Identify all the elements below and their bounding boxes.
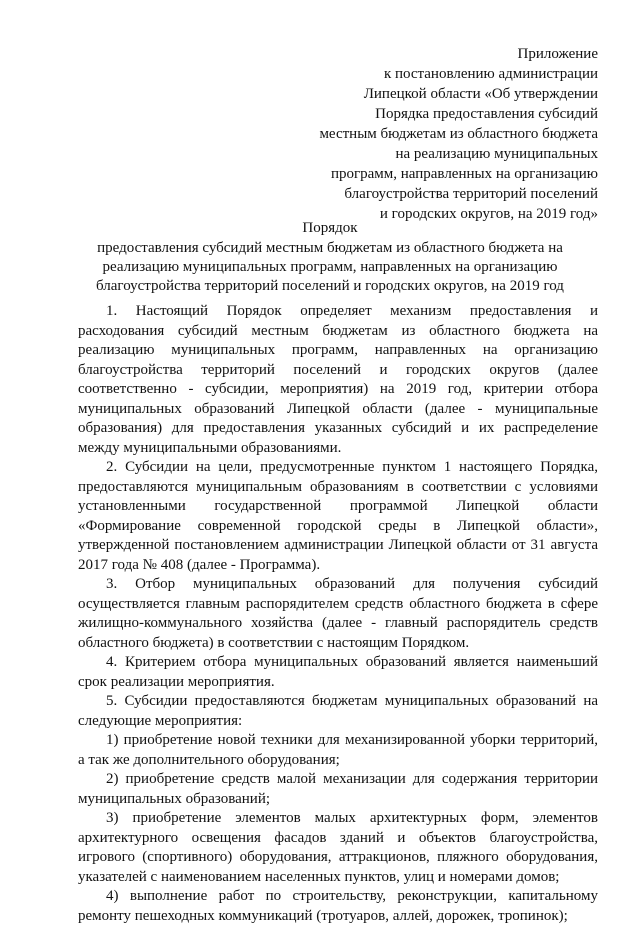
appendix-line: Липецкой области «Об утверждении — [363, 86, 598, 102]
appendix-header — [319, 44, 598, 224]
appendix-line: на реализацию муниципальных — [395, 146, 598, 162]
paragraph-4: 4. Критерием отбора муниципальных образований является наименьший срок реализации мероприятия. — [78, 654, 598, 690]
document-body — [78, 302, 598, 926]
appendix-line: Приложение — [517, 46, 598, 62]
title-line: предоставления субсидий местным бюджетам из областного бюджета на — [97, 240, 563, 256]
document-title — [60, 219, 600, 296]
paragraph-2: 2. Субсидии на цели, предусмотренные пунктом 1 настоящего Порядка, предоставляются муниципальным образованиям в соответствии с условиями установленными государственной программой Липецкой области «Формирование современной городской среды в Липецкой области», утвержденной постановлением администрации Липецкой области от 31 августа 2017 года № 408 (далее - Программа). — [78, 459, 598, 573]
appendix-line: программ, направленных на организацию — [330, 166, 598, 182]
title-line: благоустройства территорий поселений и городских округов, на 2019 год — [96, 278, 564, 294]
paragraph-5: 5. Субсидии предоставляются бюджетам муниципальных образований на следующие мероприятия: — [78, 693, 598, 729]
paragraph-1: 1. Настоящий Порядок определяет механизм предоставления и расходования субсидий местным бюджетам из областного бюджета на реализацию муниципальных программ, направленных на организацию благоустройства территорий поселений и городских округов (далее соответственно - субсидии, мероприятия) на 2019 год, критерии отбора муниципальных образований Липецкой области (далее - муниципальные образования) для предоставления указанных субсидий и их распределение между муниципальными образованиями. — [78, 303, 598, 456]
list-item-1: 1) приобретение новой техники для механизированной уборки территорий, а так же дополнительного оборудования; — [78, 732, 598, 768]
appendix-line: местным бюджетам из областного бюджета — [319, 126, 598, 142]
appendix-line: Порядка предоставления субсидий — [375, 106, 598, 122]
appendix-line: благоустройства территорий поселений — [344, 186, 598, 202]
list-item-2: 2) приобретение средств малой механизации для содержания территории муниципальных образований; — [78, 771, 598, 807]
title-heading: Порядок — [302, 220, 358, 236]
list-item-3: 3) приобретение элементов малых архитектурных форм, элементов архитектурного освещения фасадов зданий и объектов благоустройства, игрового (спортивного) оборудования, аттракционов, пляжного оборудования, указателей с наименованием населенных пунктов, улиц и номерами домов; — [78, 810, 598, 885]
appendix-line: и городских округов, на 2019 год» — [379, 206, 598, 222]
paragraph-3: 3. Отбор муниципальных образований для получения субсидий осуществляется главным распорядителем средств областного бюджета в сфере жилищно-коммунального хозяйства (далее - главный распорядитель средств областного бюджета) в соответствии с настоящим Порядком. — [78, 576, 598, 651]
title-line: реализацию муниципальных программ, направленных на организацию — [102, 259, 558, 275]
appendix-line: к постановлению администрации — [383, 66, 598, 82]
list-item-4: 4) выполнение работ по строительству, реконструкции, капитальному ремонту пешеходных коммуникаций (тротуаров, аллей, дорожек, тропинок); — [78, 888, 598, 924]
